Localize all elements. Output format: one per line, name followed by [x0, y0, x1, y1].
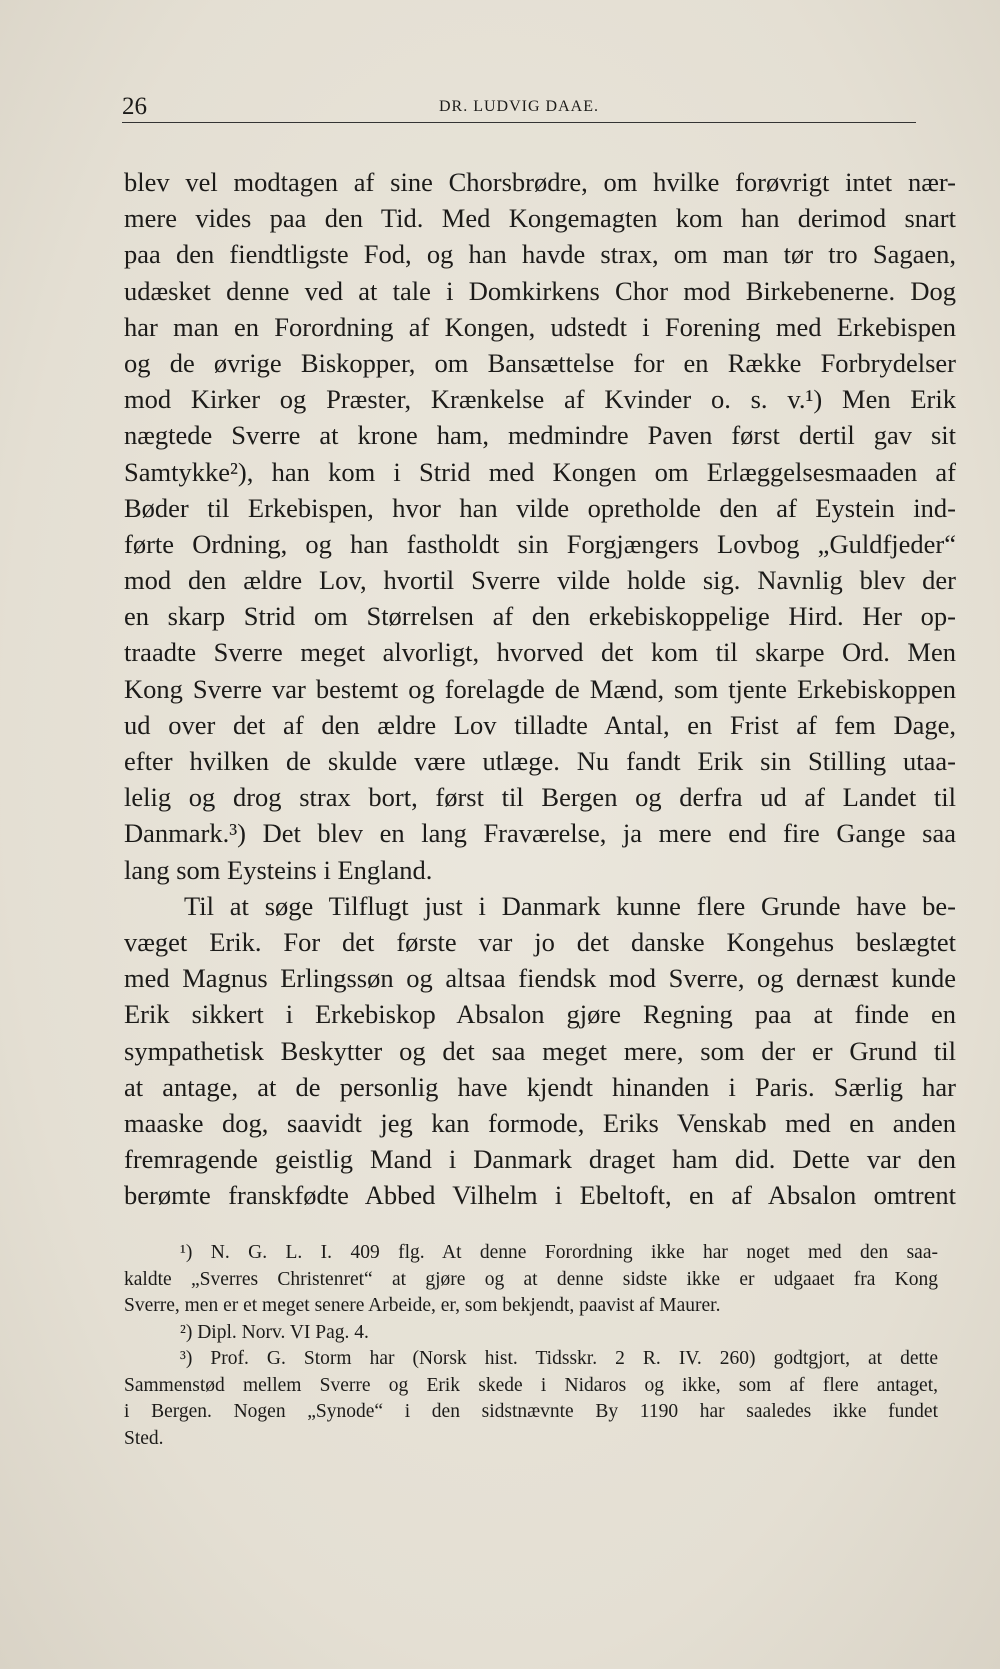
text-line: blev vel modtagen af sine Chorsbrødre, om hvilke forøvrigt intet nær- [124, 167, 956, 197]
text-line: førte Ordning, og han fastholdt sin Forgjængers Lovbog „Guldfjeder“ [124, 528, 956, 559]
text-line: lang som Eysteins i England. [124, 854, 433, 885]
text-line: Bøder til Erkebispen, hvor han vilde opretholde den af Eystein ind- [124, 492, 956, 523]
footnote-line: ²) Dipl. Norv. VI Pag. 4. [180, 1321, 369, 1343]
text-line: Erik sikkert i Erkebiskop Absalon gjøre Regning paa at finde en [124, 999, 956, 1030]
page-header [122, 92, 916, 123]
text-line: nægtede Sverre at krone ham, medmindre Paven først dertil gav sit [124, 420, 956, 451]
footnote-line: ³) Prof. G. Storm har (Norsk hist. Tidsskr. 2 R. IV. 260) godtgjort, at dette [180, 1348, 938, 1369]
text-line: ud over det af den ældre Lov tilladte Antal, en Frist af fem Dage, [124, 709, 956, 740]
text-line: med Magnus Erlingssøn og altsaa fiendsk mod Sverre, og dernæst kunde [124, 963, 956, 994]
text-line: Til at søge Tilflugt just i Danmark kunne flere Grunde have be- [184, 890, 956, 921]
text-line: at antage, at de personlig have kjendt hinanden i Paris. Særlig har [124, 1071, 956, 1102]
footnotes [124, 1240, 938, 1452]
text-line: og de øvrige Biskopper, om Bansættelse for en Række Forbrydelser [124, 347, 956, 378]
text-line: berømte franskfødte Abbed Vilhelm i Ebeltoft, en af Absalon omtrent [124, 1180, 956, 1211]
text-line: mod den ældre Lov, hvortil Sverre vilde holde sig. Navnlig blev der [124, 565, 956, 596]
text-line: fremragende geistlig Mand i Danmark draget ham did. Dette var den [124, 1144, 956, 1175]
text-line: paa den fiendtligste Fod, og han havde strax, om man tør tro Sagaen, [124, 239, 956, 270]
footnote-line: i Bergen. Nogen „Synode“ i den sidstnævnte By 1190 har saaledes ikke fundet [124, 1401, 938, 1422]
footnote-line: Sverre, men er et meget senere Arbeide, er, som bekjendt, paavist af Maurer. [124, 1295, 721, 1316]
text-line: mod Kirker og Præster, Krænkelse af Kvinder o. s. v.¹) Men Erik [124, 384, 956, 415]
text-line: efter hvilken de skulde være utlæge. Nu fandt Erik sin Stilling utaa- [124, 746, 956, 776]
text-line: traadte Sverre meget alvorligt, hvorved det kom til skarpe Ord. Men [124, 637, 956, 668]
text-line: væget Erik. For det første var jo det danske Kongehus beslægtet [124, 926, 956, 957]
text-line: mere vides paa den Tid. Med Kongemagten kom han derimod snart [124, 203, 956, 234]
page-number: 26 [122, 93, 147, 120]
text-line: en skarp Strid om Størrelsen af den erkebiskoppelige Hird. Her op- [124, 601, 956, 632]
text-line: har man en Forordning af Kongen, udstedt i Forening med Erkebispen [124, 311, 956, 342]
footnote-line: ¹) N. G. L. I. 409 flg. At denne Forordning ikke har noget med den saa- [180, 1242, 938, 1263]
footnote-line: Sted. [124, 1427, 164, 1449]
text-line: lelig og drog strax bort, først til Bergen og derfra ud af Landet til [124, 782, 956, 813]
footnote-line: Sammenstød mellem Sverre og Erik skede i Nidaros og ikke, som af flere antaget, [124, 1374, 938, 1396]
text-line: maaske dog, saavidt jeg kan formode, Eriks Venskab med en anden [124, 1107, 956, 1138]
footnote-line: kaldte „Sverres Christenret“ at gjøre og at denne sidste ikke er udgaaet fra Kong [124, 1268, 938, 1290]
body-text [124, 164, 956, 1213]
running-head: DR. LUDVIG DAAE. [439, 98, 599, 115]
text-line: udæsket denne ved at tale i Domkirkens Chor mod Birkebenerne. Dog [124, 275, 956, 306]
text-line: Danmark.³) Det blev en lang Fraværelse, ja mere end fire Gange saa [124, 818, 956, 849]
text-line: sympathetisk Beskytter og det saa meget mere, som der er Grund til [124, 1035, 956, 1066]
text-line: Samtykke²), han kom i Strid med Kongen om Erlæggelsesmaaden af [124, 456, 956, 487]
text-line: Kong Sverre var bestemt og forelagde de Mænd, som tjente Erkebiskoppen [124, 673, 956, 704]
